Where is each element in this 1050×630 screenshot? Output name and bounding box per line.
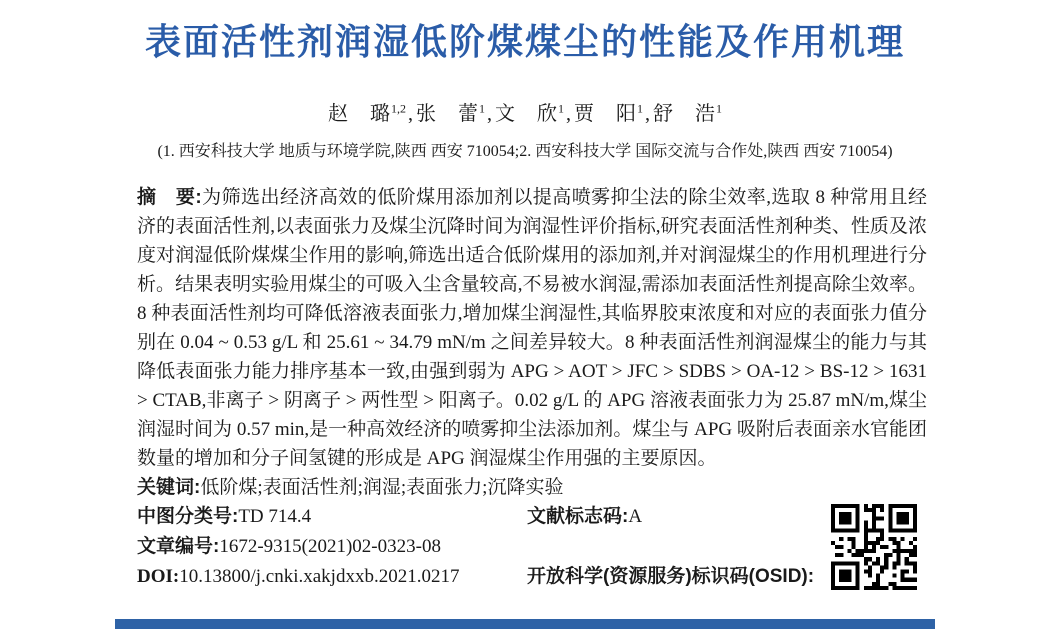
doc-code-value: A — [628, 506, 643, 527]
clc-value: TD 714.4 — [238, 506, 312, 527]
doi-row — [137, 562, 927, 592]
abstract-text: 为筛选出经济高效的低阶煤用添加剂以提高喷雾抑尘法的除尘效率,选取 8 种常用且经济的表面活性剂,以表面张力及煤尘沉降时间为润湿性评价指标,研究表面活性剂种类、性质及浓度对润湿低阶煤煤尘作用的影响,筛选出适合低阶煤用的添加剂,并对润湿煤尘的作用机理进行分析。结果表明实验用煤尘的可吸入尘含量较高,不易被水润湿,需添加表面活性剂提高除尘效率。8 种表面活性剂均可降低溶液表面张力,增加煤尘润湿性,其临界胶束浓度和对应的表面张力值分别在 0.04 ~ 0.53 g/L 和 25.61 ~ 34.79 mN/m 之间差异较大。8 种表面活性剂润湿煤尘的能力与其降低表面张力能力排序基本一致,由强到弱为 APG > AOT > JFC > SDBS > OA-12 > BS-12 > 1631 > CTAB,非离子 > 阴离子 > 两性型 > 阳离子。0.02 g/L 的 APG 溶液表面张力为 25.87 mN/m,煤尘润湿时间为 0.57 min,是一种高效经济的喷雾抑尘法添加剂。煤尘与 APG 吸附后表面亲水官能团数量的增加和分子间氢键的形成是 APG 润湿煤尘作用强的主要原因。 — [137, 187, 927, 469]
abstract-paragraph — [137, 183, 927, 473]
author-name: 赵 璐 — [328, 103, 391, 125]
clc-label: 中图分类号: — [137, 506, 239, 527]
author-name: 张 蕾 — [416, 103, 479, 125]
affiliation-line: (1. 西安科技大学 地质与环境学院,陕西 西安 710054;2. 西安科技大学 国际交流与合作处,陕西 西安 710054) — [157, 143, 893, 160]
author-name: 文 欣 — [495, 103, 558, 125]
qr-code-image — [831, 504, 917, 590]
author-separator: , — [408, 103, 414, 125]
author-affiliation-sup: 1 — [637, 101, 643, 116]
article-id-label: 文章编号: — [137, 536, 220, 557]
author-separator: , — [645, 103, 651, 125]
author-affiliation-sup: 1 — [479, 101, 485, 116]
doc-code-label: 文献标志码: — [527, 506, 629, 527]
paper-title: 表面活性剂润湿低阶煤煤尘的性能及作用机理 — [144, 21, 905, 62]
author-line — [0, 97, 1050, 126]
clc-row — [137, 502, 927, 532]
author — [416, 103, 485, 125]
author-affiliation-sup: 1 — [716, 101, 722, 116]
keywords-label: 关键词: — [137, 477, 201, 498]
doi-field — [137, 566, 459, 587]
doi-label: DOI: — [137, 566, 180, 587]
osid-field — [527, 562, 814, 592]
keywords-line — [137, 473, 927, 502]
footer-divider-bar — [115, 619, 935, 629]
abstract-label: 摘 要: — [137, 187, 202, 208]
doi-value: 10.13800/j.cnki.xakjdxxb.2021.0217 — [179, 566, 460, 587]
author-affiliation-sup: 1 — [558, 101, 564, 116]
doc-code-field — [527, 502, 642, 532]
author-name: 舒 浩 — [653, 103, 716, 125]
front-matter-block — [137, 183, 927, 592]
article-id-row — [137, 532, 927, 562]
author-separator: , — [566, 103, 572, 125]
clc-field — [137, 506, 311, 527]
author-separator: , — [487, 103, 493, 125]
author — [328, 103, 406, 125]
author-affiliation-sup: 1,2 — [391, 101, 406, 116]
osid-label: 开放科学(资源服务)标识码(OSID): — [527, 566, 815, 587]
author — [495, 103, 564, 125]
author — [574, 103, 643, 125]
article-id-value: 1672-9315(2021)02-0323-08 — [219, 536, 441, 557]
author-name: 贾 阳 — [574, 103, 637, 125]
author — [653, 103, 722, 125]
keywords-text: 低阶煤;表面活性剂;润湿;表面张力;沉降实验 — [200, 477, 564, 498]
osid-qr-code — [831, 504, 917, 590]
